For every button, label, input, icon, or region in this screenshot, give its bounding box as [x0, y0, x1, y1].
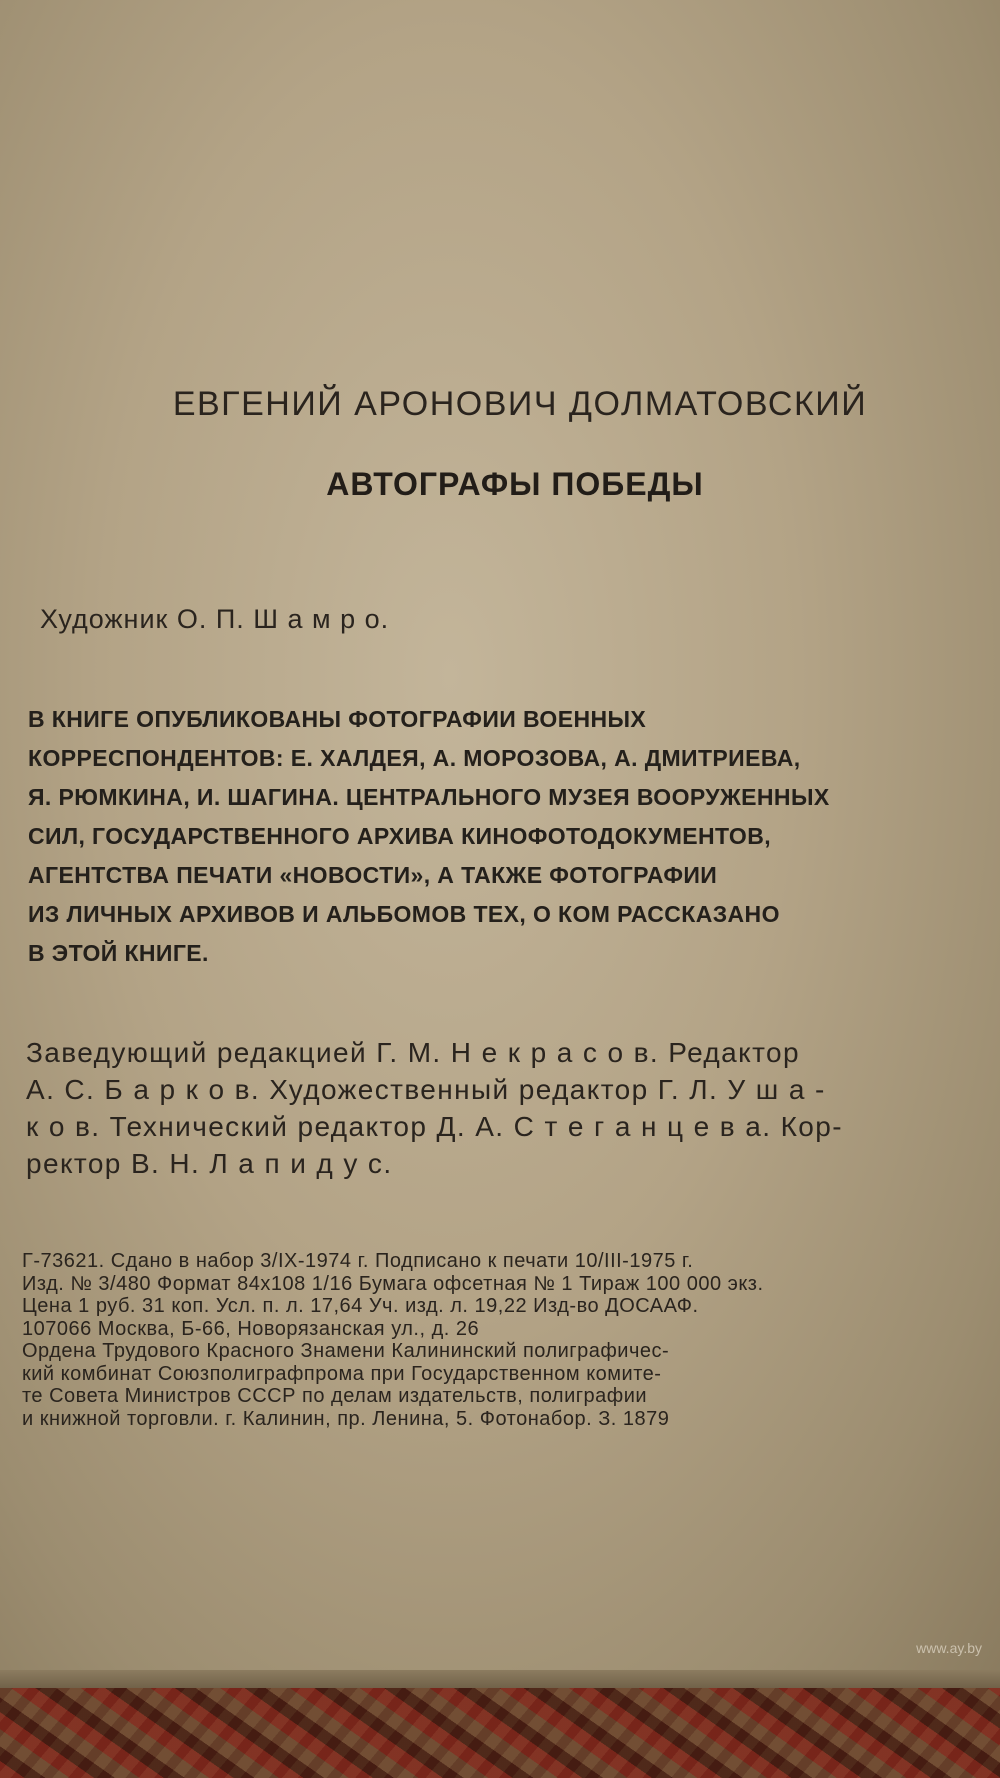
staff-line: А. С. Б а р к о в. Художественный редактор Г. Л. У ш а -: [26, 1074, 826, 1105]
book-title: АВТОГРАФЫ ПОБЕДЫ: [326, 466, 704, 502]
staff-line: к о в. Технический редактор Д. А. С т е г а н ц е в а. Кор-: [26, 1111, 843, 1142]
imprint-line: Цена 1 руб. 31 коп. Усл. п. л. 17,64 Уч. изд. л. 19,22 Изд-во ДОСААФ.: [22, 1295, 699, 1317]
description-line: ИЗ ЛИЧНЫХ АРХИВОВ И АЛЬБОМОВ ТЕХ, О КОМ РАССКАЗАНО: [28, 901, 780, 927]
imprint-block: [22, 1250, 982, 1430]
description-line: АГЕНТСТВА ПЕЧАТИ «НОВОСТИ», А ТАКЖЕ ФОТОГРАФИИ: [28, 862, 718, 888]
tablecloth-background: [0, 1688, 1000, 1778]
imprint-line: кий комбинат Союзполиграфпрома при Государственном комите-: [22, 1362, 662, 1385]
description-line: В ЭТОЙ КНИГЕ.: [28, 940, 209, 966]
watermark: www.ay.by: [916, 1640, 982, 1656]
description-line: Я. РЮМКИНА, И. ШАГИНА. ЦЕНТРАЛЬНОГО МУЗЕЯ ВООРУЖЕННЫХ: [28, 784, 830, 810]
artist-credit: Художник О. П. Ш а м р о.: [40, 604, 390, 634]
imprint-line: Г-73621. Сдано в набор 3/IX-1974 г. Подписано к печати 10/III-1975 г.: [22, 1250, 694, 1272]
description-line: КОРРЕСПОНДЕНТОВ: Е. ХАЛДЕЯ, А. МОРОЗОВА, А. ДМИТРИЕВА,: [28, 745, 801, 771]
description-block: [28, 700, 958, 973]
imprint-line: и книжной торговли. г. Калинин, пр. Ленина, 5. Фотонабор. З. 1879: [22, 1407, 670, 1430]
imprint-line: те Совета Министров СССР по делам издательств, полиграфии: [22, 1385, 648, 1407]
staff-line: Заведующий редакцией Г. М. Н е к р а с о в. Редактор: [26, 1037, 800, 1068]
editorial-staff-block: [26, 1034, 976, 1182]
imprint-line: 107066 Москва, Б-66, Новорязанская ул., д. 26: [22, 1317, 480, 1340]
imprint-line: Ордена Трудового Красного Знамени Калининский полиграфичес-: [22, 1340, 670, 1362]
description-line: В КНИГЕ ОПУБЛИКОВАНЫ ФОТОГРАФИИ ВОЕННЫХ: [28, 706, 647, 732]
staff-line: ректор В. Н. Л а п и д у с.: [26, 1148, 393, 1179]
author-name: ЕВГЕНИЙ АРОНОВИЧ ДОЛМАТОВСКИЙ: [172, 385, 868, 423]
imprint-line: Изд. № 3/480 Формат 84х108 1/16 Бумага офсетная № 1 Тираж 100 000 экз.: [22, 1272, 764, 1295]
description-line: СИЛ, ГОСУДАРСТВЕННОГО АРХИВА КИНОФОТОДОКУМЕНТОВ,: [28, 823, 771, 849]
